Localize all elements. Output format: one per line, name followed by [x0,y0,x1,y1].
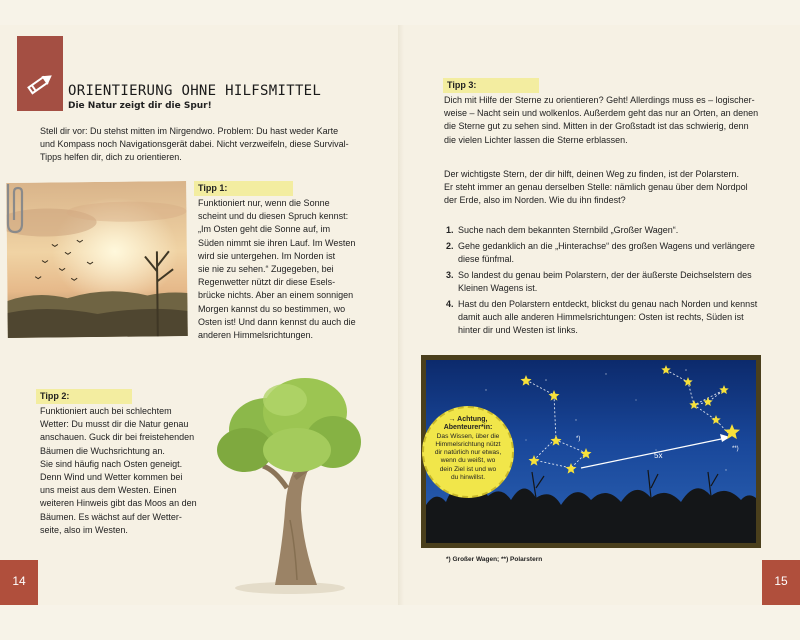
step-line: Suche nach dem bekannten Sternbild „Großer Wagen“. [458,225,679,235]
page-number-left: 14 [0,560,38,605]
pencil-icon [24,70,54,100]
star [551,435,562,446]
tip2-line: Bäumen. Es wächst auf der Wetter- [40,511,182,522]
tip1-line: „Im Osten geht die Sonne auf, im [198,224,331,235]
warning-badge [422,406,514,498]
tip1-line: Süden nimmt sie ihren Lauf. Im Westen [198,237,356,248]
intro-text [40,125,370,165]
badge-title [424,416,512,433]
star [581,448,592,459]
tip1-label: Tipp 1: [194,181,293,196]
step-line: damit auch alle anderen Himmelsrichtungen: Osten ist rechts, Süden ist [458,312,744,322]
intro-line: Tipps helfen dir, dich zu orientieren. [40,152,182,163]
tip3-line: Er steht immer an genau derselben Stelle: nämlich genau über dem Nordpol [444,182,748,193]
tree-illustration [205,370,365,595]
step-line: Hast du den Polarstern entdeckt, blickst du genau nach Norden und kennst [458,299,758,309]
tip3-line: der Erde, also im Norden. Wie du ihn findest? [444,195,626,206]
tip3-label: Tipp 3: [443,78,539,93]
star [703,397,712,406]
list-item [444,298,764,337]
tip2-line: Denn Wind und Wetter kommen bei [40,472,183,483]
intro-line: und Kompass noch Navigationsgerät dabei. Nicht verzweifeln, diese Survival- [40,139,349,150]
star [711,415,720,424]
tip1-line: brücke nichts. Aber an einem sonnigen [198,290,354,301]
gutter [398,25,404,605]
tip1-line: scheint und du diesen Spruch kennst: [198,211,349,222]
badge-title-line: → Achtung, [448,416,488,423]
tip2-line: anschauen. Guck dir bei freistehenden [40,432,195,443]
tip2-line: Sie sind häufig nach Osten geneigt. [40,458,183,469]
tip1-line: sie nie zu sehen.“ Zugegeben, bei [198,264,334,275]
star [661,365,670,374]
polaris-mark: **) [732,446,739,452]
footnote: *) Großer Wagen; **) Polarstern [446,556,543,563]
tip3-line: weise – Nacht sein und wolkenlos. Außerdem geht das nur an Orten, an denen [444,108,759,119]
tip1-line: Osten ist! Und dann kennst du auch die [198,316,356,327]
step-line: Gehe gedanklich an die „Hinterachse“ des großen Wagens und verlängere [458,241,755,251]
intro-line: Stell dir vor: Du stehst mitten im Nirgendwo. Problem: Du hast weder Karte [40,126,339,136]
tip2-line: weiteren Hinweis gibt das Moos an den [40,498,197,509]
tip3-line: die Sterne gut zu sehen sind. Mitten in der Großstadt ist das schwierig, denn [444,121,749,132]
tip2-line: Funktioniert auch bei schlechtem [40,406,172,416]
tip3-para1 [444,94,774,147]
tip2-label: Tipp 2: [36,389,132,404]
tip2-text [40,405,220,537]
tip1-text [198,197,393,342]
sky-multiplier-label: 5x [654,451,663,460]
step-line: So landest du genau beim Polarstern, der der äußerste Deichselstern des [458,270,752,280]
tip1-line: Funktioniert nur, wenn die Sonne [198,198,330,208]
tip1-line: Morgen kannst du so bestimmen, wo [198,303,346,314]
star [549,390,560,401]
tip3-line: Dich mit Hilfe der Sterne zu orientieren? Geht! Allerdings muss es – logischer- [444,95,755,105]
list-item [444,240,764,266]
badge-line: dein Ziel ist und wo [439,465,497,473]
step-number: 1. [446,225,454,235]
tip3-para2 [444,168,774,208]
big-dipper-mark: *) [576,436,581,442]
list-item [444,224,764,237]
steps-list [444,224,764,340]
tip1-line: wird sie untergehen. Im Norden ist [198,250,336,261]
page-subtitle: Die Natur zeigt dir die Spur! [68,101,212,111]
star [719,385,728,394]
tip1-line: Regenwetter nützt dir diese Esels- [198,277,336,288]
star [683,377,692,386]
paperclip-icon [0,180,28,236]
tip2-line: uns meist aus dem Westen. Einen [40,485,177,496]
badge-line: du hinwillst. [450,474,486,482]
tip2-line: Wetter: Du musst dir die Natur genau [40,419,189,430]
tip3-line: Der wichtigste Stern, der dir hilft, deinen Weg zu finden, ist der Polarstern. [444,169,739,179]
step-number: 4. [446,299,454,309]
header-badge [17,36,63,111]
step-line: Kleinen Wagens ist. [458,283,538,293]
page-title: ORIENTIERUNG OHNE HILFSMITTEL [68,83,322,99]
step-line: hinter dir und Westen ist links. [458,325,578,335]
badge-line: Das Wissen, über die [436,432,500,440]
tip3-line: die vielen Lichter lassen die Sterne erblassen. [444,134,628,145]
tip1-line: anderen Himmelsrichtungen. [198,330,314,341]
page-number-right: 15 [762,560,800,605]
step-number: 2. [446,241,454,251]
list-item [444,269,764,295]
step-number: 3. [446,270,454,280]
badge-title-line: Abenteurer*in: [443,424,493,432]
star [521,375,532,386]
badge-line: Himmelsrichtung nützt [435,440,501,448]
tip2-line: Bäumen die Wuchsrichtung an. [40,445,165,456]
tip2-line: seite, also im Westen. [40,524,128,535]
sunrise-photo [6,181,188,338]
badge-line: dir natürlich nur etwas, [434,449,502,457]
step-line: diese fünfmal. [458,254,515,264]
badge-line: wenn du weißt, wo [440,457,496,465]
